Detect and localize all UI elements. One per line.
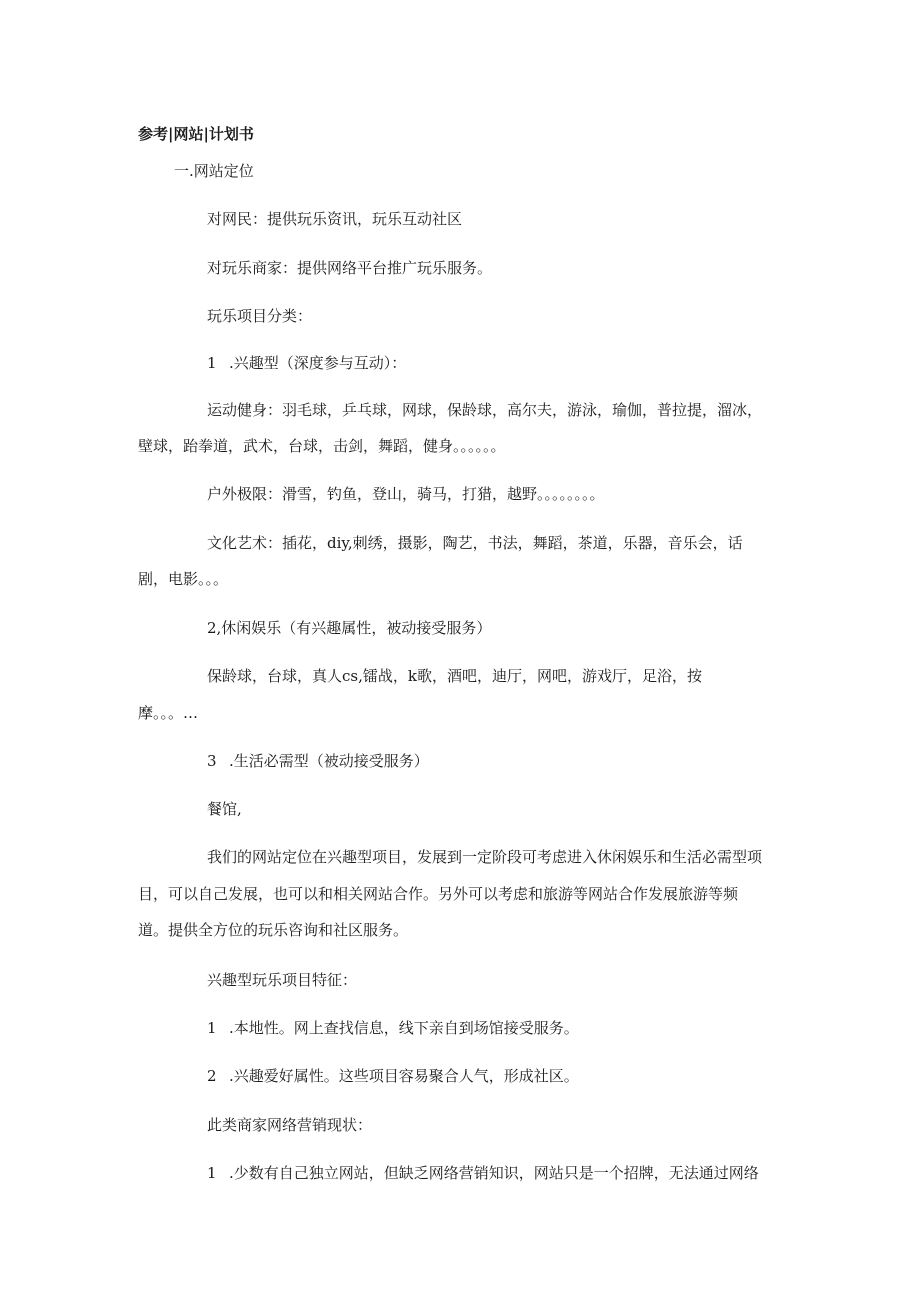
paragraph-merchant: 对玩乐商家：提供网络平台推广玩乐服务。 [207, 259, 493, 277]
list-label: .本地性。网上查找信息，线下亲自到场馆接受服务。 [229, 1019, 579, 1037]
paragraph-category: 玩乐项目分类： [207, 307, 313, 325]
paragraph-netizen: 对网民：提供玩乐资讯，玩乐互动社区 [207, 210, 463, 228]
paragraph-leisure-line2: 摩。。。… [138, 704, 199, 722]
list-item-feature-2 [207, 1066, 579, 1086]
paragraph-sport-line2: 壁球，跆拳道，武术，台球，击剑，舞蹈，健身。。。。。。 [138, 437, 506, 455]
paragraph-positioning-line3: 道。提供全方位的玩乐咨询和社区服务。 [138, 921, 409, 939]
paragraph-culture-line1: 文化艺术：插花，diy,刺绣，摄影，陶艺，书法，舞蹈，茶道，乐器，音乐会，话 [207, 534, 743, 552]
paragraph-restaurant: 餐馆, [207, 800, 242, 818]
list-item-feature-1 [207, 1018, 579, 1038]
list-item-category-1 [207, 353, 406, 373]
section-heading: 一.网站定位 [174, 162, 254, 180]
list-number: 1 [207, 1019, 217, 1037]
paragraph-positioning-line1: 我们的网站定位在兴趣型项目，发展到一定阶段可考虑进入休闲娱乐和生活必需型项 [207, 848, 763, 866]
list-item-status-1 [207, 1163, 759, 1183]
list-item-category-2: 2,休闲娱乐（有兴趣属性，被动接受服务） [207, 619, 492, 637]
list-label: .兴趣爱好属性。这些项目容易聚合人气，形成社区。 [229, 1067, 579, 1085]
paragraph-sport-line1: 运动健身：羽毛球，乒乓球，网球，保龄球，高尔夫，游泳，瑜伽，普拉提，溜冰， [207, 401, 763, 419]
list-number: 2 [207, 1067, 217, 1085]
list-number: 3 [207, 752, 217, 770]
paragraph-culture-line2: 剧，电影。。。 [138, 570, 229, 588]
paragraph-positioning-line2: 目，可以自己发展，也可以和相关网站合作。另外可以考虑和旅游等网站合作发展旅游等频 [138, 885, 739, 903]
list-label: .少数有自己独立网站，但缺乏网络营销知识，网站只是一个招牌，无法通过网络 [229, 1164, 759, 1182]
feature-title: 兴趣型玩乐项目特征： [207, 971, 358, 989]
list-number: 1 [207, 1164, 217, 1182]
list-label: .生活必需型（被动接受服务） [229, 752, 429, 770]
status-title: 此类商家网络营销现状： [207, 1116, 373, 1134]
doc-title: 参考|网站|计划书 [138, 125, 254, 143]
list-label: .兴趣型（深度参与互动）： [229, 354, 407, 372]
paragraph-leisure-line1: 保龄球，台球，真人cs,镭战，k歌，酒吧，迪厅，网吧，游戏厅，足浴，按 [207, 667, 702, 685]
list-number: 1 [207, 354, 217, 372]
paragraph-outdoor: 户外极限：滑雪，钓鱼，登山，骑马，打猎，越野。。。。。。。。 [207, 485, 605, 503]
list-item-category-3 [207, 751, 429, 771]
